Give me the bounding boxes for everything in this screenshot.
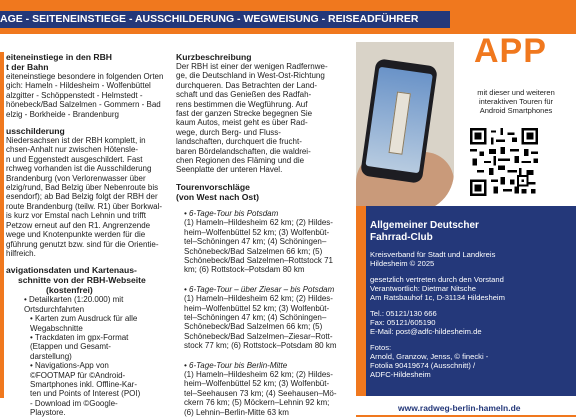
org-kreisverband: Kreisverband für Stadt und Landkreis Hildesheim © 2025 [370,250,496,268]
app-description: mit dieser und weiteren interaktiven Touren für Android Smartphones [477,88,555,115]
text-seiteneinstiege: eiteneinstiege besondere in folgenden Orten gich: Hameln - Hildesheim - Wolfenbüttel alzgitter - Schöppenstedt - Helmstedt - hönebeck/Bad Salzelmen - Gommern - Bad elzig - Borkheide - Brandenburg [6,72,164,119]
qr-code-icon[interactable] [468,126,540,198]
right-panel [356,34,576,417]
tour-2-title: • 6-Tage-Tour – über Ziesar – bis Potsdam [184,284,335,294]
text-kurzbeschreibung: Der RBH ist einer der wenigen Radfernwe- ge, die Deutschland in West-Ost-Richtung durchqueren. Das Betrachten der Land- schaft und das Genießen des Radfah- rens bestimmen die Wegführung. Auf fast der ganzen Strecke begegnen Sie kaum Autos, meist geht es über Rad- wege, durch Berg- und Fluss- landschaften, durchquert die frucht- baren Bördelandschaften, die waldrei- chen Regionen des Fläming und die Seenplatte der unteren Havel. [176,62,328,175]
website-link[interactable]: www.radweg-berlin-hameln.de [398,403,521,413]
text-ausschilderung: Niedersachsen ist der RBH komplett, in chsen-Anhalt nur zwischen Hötensle- n und Eggenstedt ausgeschildert. Fast rchweg vorhanden ist die Ausschilderung Brandenburg (von Verlorenwasser über elzig/rund, Bad Belzig über Nebenroute bis esendorf); ab Bad Belzig folgt der RBH der route Brandenburg (teilw. R1) über Borkwal- is kurz vor Emstal nach Lehnin und trifft Petzow erneut auf den R1. Angrenzende wege und Knotenpunkte werden für die gführung genutzt bzw. sind für die Orientie- hilfreich. [6,136,163,258]
topic-strip: AGE - SEITENEINSTIEGE - AUSSCHILDERUNG - WEGWEISUNG - REISEADFÜHRER [0,11,450,28]
tour-3-details: (1) Hameln–Hildesheim 62 km; (2) Hildes- heim–Wolfenbüttel 52 km; (3) Wolfenbüt- tel–Seehausen 73 km; (4) Seehausen–Mö- ckern 76 km; (5) Möckern–Lehnin 92 km; (6) Lehnin–Berlin-Mitte 63 km [184,369,337,417]
bullet-karten: • Karten zum Ausdruck für alle Wegabschnitte [30,314,138,333]
tower-image [388,91,410,154]
tour-3-title: • 6-Tage-Tour bis Berlin-Mitte [184,360,288,370]
heading-kurzbeschreibung: Kurzbeschreibung [176,52,252,62]
orange-curve [356,206,366,417]
heading-seiteneinstiege: eiteneinstiege in den RBH [6,52,113,62]
bullet-navigations-app: • Navigations-App von ©FOOTMAP für ©Android- Smartphones inkl. Offline-Kar- ten und Points of Interest (POI) - Download im ©Google- Playstore. [30,361,141,418]
photo-credits: Fotos: Arnold, Granzow, Jenss, © finecki - Fotolia 90419674 (Ausschnitt) / ADFC-Hildesheim [370,343,489,379]
app-title: APP [474,32,547,70]
heading-navigationsdaten-2: schnitte von der RBH-Webseite [18,275,146,286]
heading-west-nach-ost: (von West nach Ost) [176,191,259,202]
heading-kostenfrei: (kostenfrei) [46,285,93,296]
tour-1-details: (1) Hameln–Hildesheim 62 km; (2) Hildes- heim–Wolfenbüttel 52 km; (3) Wolfenbüt- tel–Schöningen 47 km; (4) Schöningen– Schönebeck/Bad Salzelmen 66 km; (5) Schönebeck/Bad Salzelmen–Rottstock 71 km; (6) Rottstock–Potsdam 80 km [184,218,333,275]
heading-tourenvorschlaege: Tourenvorschläge [176,181,250,192]
middle-column [176,52,348,417]
heading-ausschilderung: usschilderung [6,126,65,137]
phone-photo [356,42,454,212]
org-contact[interactable]: Tel.: 05121/130 666 Fax: 05121/605190 E-Mail: post@adfc-hildesheim.de [370,309,482,336]
heading-bahn: t der Bahn [6,62,49,72]
footer-strip [356,396,576,417]
heading-navigationsdaten: avigationsdaten und Kartenaus- [6,265,137,276]
tour-1-title: • 6-Tage-Tour bis Potsdam [184,208,279,218]
adfc-info-box [356,206,576,396]
org-name: Allgemeiner Deutscher Fahrrad-Club [370,220,479,243]
bullet-detailkarten: • Detailkarten (1:20.000) mit Ortsdurchfahrten [24,295,124,314]
org-responsible: gesetzlich vertreten durch den Vorstand Verantwortlich: Dietmar Nitsche Am Ratsbauhof 1c, D-31134 Hildesheim [370,275,505,302]
bullet-trackdaten: • Trackdaten im gpx-Format (Etappen und Gesamt- darstellung) [30,332,129,361]
tour-2-details: (1) Hameln–Hildesheim 62 km; (2) Hildes- heim–Wolfenbüttel 52 km; (3) Wolfenbüt- tel–Schöningen 47 km; (4) Schöningen– Schönebeck/Bad Salzelmen 66 km; (5) Schönebeck/Bad Salzelmen–Ziesar–Rott- stock 77 km; (6) Rottstock–Potsdam 80 km [184,294,337,351]
orange-side-bar [0,52,4,398]
top-banner [0,0,576,34]
